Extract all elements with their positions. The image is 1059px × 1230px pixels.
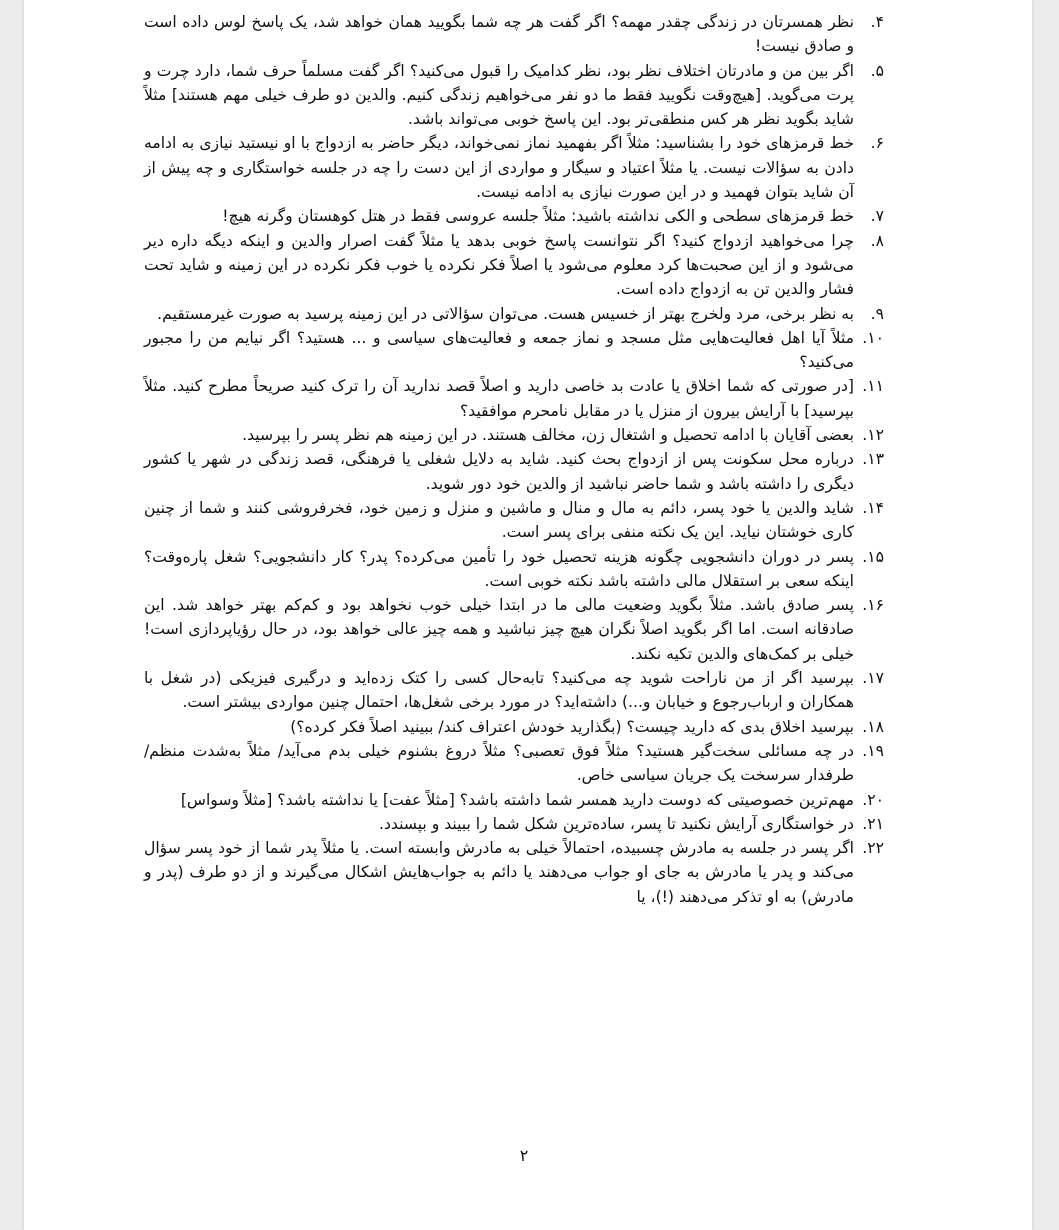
list-item: [144, 447, 884, 496]
list-item: [144, 739, 884, 788]
item-text: اگر پسر در جلسه به مادرش چسبیده، احتمالاً خیلی به مادرش وابسته است. یا مثلاً پدر شما از خود پسر سؤال می‌کند و پدر یا مادرش به جای او جواب می‌دهند یا دائم به جواب‌هایش اشکال می‌گیرند و از دو طرف (پدر و مادرش) به او تذکر می‌دهند (!)، یا: [144, 839, 854, 906]
list-item: [144, 302, 884, 326]
list-item: [144, 374, 884, 423]
item-text: نظر همسرتان در زندگی چقدر مهمه؟ اگر گفت هر چه شما بگویید همان خواهد شد، یک پاسخ لوس داده است و صادق نیست!: [144, 13, 854, 56]
item-number: ۱۵.: [862, 547, 884, 566]
item-number: ۶.: [870, 134, 884, 153]
item-number: ۲۰.: [862, 790, 884, 809]
list-item: [144, 545, 884, 594]
item-text: به نظر برخی، مرد ولخرج بهتر از خسیس هست. می‌توان سؤالاتی در این زمینه پرسید به صورت غیرمستقیم.: [157, 304, 854, 323]
item-text: مثلاً آیا اهل فعالیت‌هایی مثل مسجد و نماز جمعه و فعالیت‌های سیاسی و ... هستید؟ اگر نیایم من را مجبور می‌کنید؟: [144, 328, 854, 372]
item-text: درباره محل سکونت پس از ازدواج بحث کنید. شاید به دلایل شغلی یا فرهنگی، قصد زندگی در شهر یا کشور دیگری را داشته باشد و شما حاضر نباشید از والدین خود دور شوید.: [144, 450, 854, 493]
item-number: ۱۸.: [862, 717, 884, 736]
item-text: بپرسید اگر از من ناراحت شوید چه می‌کنید؟ تابه‌حال کسی را کتک زده‌اید و درگیری فیزیکی (در شغل با همکاران و ارباب‌رجوع و خیابان و...) داشته‌اید؟ در مورد برخی شغل‌ها، احتمال چنین مواردی بیشتر است.: [144, 669, 854, 712]
list-item: [144, 788, 884, 812]
item-text: مهم‌ترین خصوصیتی که دوست دارید همسر شما داشته باشد؟ [مثلاً عفت] یا نداشته باشد؟ [مثلاً وسواس]: [180, 790, 854, 809]
numbered-list: [144, 10, 884, 909]
item-text: بپرسید اخلاق بدی که دارید چیست؟ (بگذارید خودش اعتراف کند/ ببینید اصلاً فکر کرده؟): [290, 717, 854, 736]
item-text: خط قرمزهای خود را بشناسید: مثلاً اگر بفهمید نماز نمی‌خواند، دیگر حاضر به ازدواج با او نیستید نیازی به ادامه دادن به سؤالات نیست. یا مثلاً اعتیاد و سیگار و مواردی از این دست را چه در جلسه خواستگاری و چه پیش از آن شاید بتوان فهمید و در این صورت نیازی به ادامه نیست.: [144, 134, 854, 202]
item-number: ۱۲.: [862, 426, 884, 445]
item-number: ۱۴.: [862, 498, 884, 517]
item-number: ۲۲.: [862, 839, 884, 858]
item-text: [در صورتی که شما اخلاق یا عادت بد خاصی دارید و اصلاً قصد ندارید آن را ترک کنید صریحاً مطرح کنید. مثلاً بپرسید] با آرایش بیرون از منزل یا در مقابل نامحرم موافقید؟: [144, 377, 854, 420]
list-item: [144, 204, 884, 228]
item-text: چرا می‌خواهید ازدواج کنید؟ اگر نتوانست پاسخ خوبی بدهد یا مثلاً گفت اصرار والدین و اینکه دیگه داره دیر می‌شود و از این صحبت‌ها کرد معلوم می‌شود یا اصلاً فکر نکرده یا خوب فکر نکرده در این زمینه و شاید تحت فشار والدین تن به ازدواج داده است.: [144, 231, 854, 299]
page-number: ۲: [519, 1146, 529, 1165]
item-text: در چه مسائلی سخت‌گیر هستید؟ مثلاً فوق تعصبی؟ مثلاً دروغ بشنوم خیلی بدم می‌آید/ مثلاً به‌شدت منظم/ طرفدار سرسخت یک جریان سیاسی خاص.: [144, 741, 854, 785]
list-item: [144, 131, 884, 204]
item-number: ۱۱.: [862, 377, 884, 396]
list-item: [144, 812, 884, 836]
list-item: [144, 59, 884, 132]
list-item: [144, 666, 884, 715]
list-item: [144, 423, 884, 447]
item-number: ۴.: [870, 13, 884, 31]
list-item: [144, 496, 884, 545]
item-number: ۱۳.: [862, 450, 884, 469]
list-item: [144, 326, 884, 375]
list-item: [144, 836, 884, 909]
item-number: ۱۰.: [862, 328, 884, 347]
item-text: خط قرمزهای سطحی و الکی نداشته باشید: مثلاً جلسه عروسی فقط در هتل کوهستان وگرنه هیچ!: [222, 207, 854, 226]
item-text: بعضی آقایان با ادامه تحصیل و اشتغال زن، مخالف هستند. در این زمینه هم نظر پسر را بپرسید.: [242, 426, 854, 445]
item-number: ۵.: [870, 61, 884, 80]
list-item: [144, 593, 884, 666]
item-number: ۱۷.: [862, 669, 884, 688]
list-item: [144, 10, 884, 59]
item-text: پسر در دوران دانشجویی چگونه هزینه تحصیل خود را تأمین می‌کرده؟ پدر؟ کار دانشجویی؟ شغل پاره‌وقت؟ اینکه سعی بر استقلال مالی داشته باشد نکته خوبی است.: [144, 547, 854, 590]
item-text: شاید والدین یا خود پسر، دائم به مال و منال و ماشین و منزل و زمین خود، فخرفروشی کنند و شما از چنین کاری خوشتان نیاید. این یک نکته منفی برای پسر است.: [144, 498, 854, 542]
item-number: ۷.: [870, 207, 884, 226]
list-item: [144, 715, 884, 739]
item-number: ۲۱.: [862, 814, 884, 833]
item-number: ۹.: [870, 304, 884, 323]
document-page: [24, 0, 1032, 1230]
item-text: در خواستگاری آرایش نکنید تا پسر، ساده‌ترین شکل شما را ببیند و بپسندد.: [379, 814, 854, 833]
list-item: [144, 229, 884, 302]
item-number: ۱۶.: [862, 596, 884, 615]
item-text: پسر صادق باشد. مثلاً بگوید وضعیت مالی ما در ابتدا خیلی خوب نخواهد بود و کم‌کم بهتر خواهد شد. این صادقانه است. اما اگر بگوید اصلاً نگران هیچ چیز نباشید و همه چیز عالی خواهد بود، در حال رؤیاپردازی است! خیلی بر کمک‌های والدین تکیه نکند.: [144, 596, 854, 663]
item-text: اگر بین من و مادرتان اختلاف نظر بود، نظر کدامیک را قبول می‌کنید؟ اگر گفت مسلماً حرف شما، دارد چرت و پرت می‌گوید. [هیچ‌وقت نگویید فقط ما دو نفر می‌خواهیم زندگی کنیم. والدین دو طرف خیلی مهم هستند] مثلاً شاید بگوید نظر هر کس منطقی‌تر بود. این پاسخ خوبی می‌تواند باشد.: [144, 61, 854, 129]
item-number: ۱۹.: [862, 741, 884, 760]
item-number: ۸.: [870, 231, 884, 250]
